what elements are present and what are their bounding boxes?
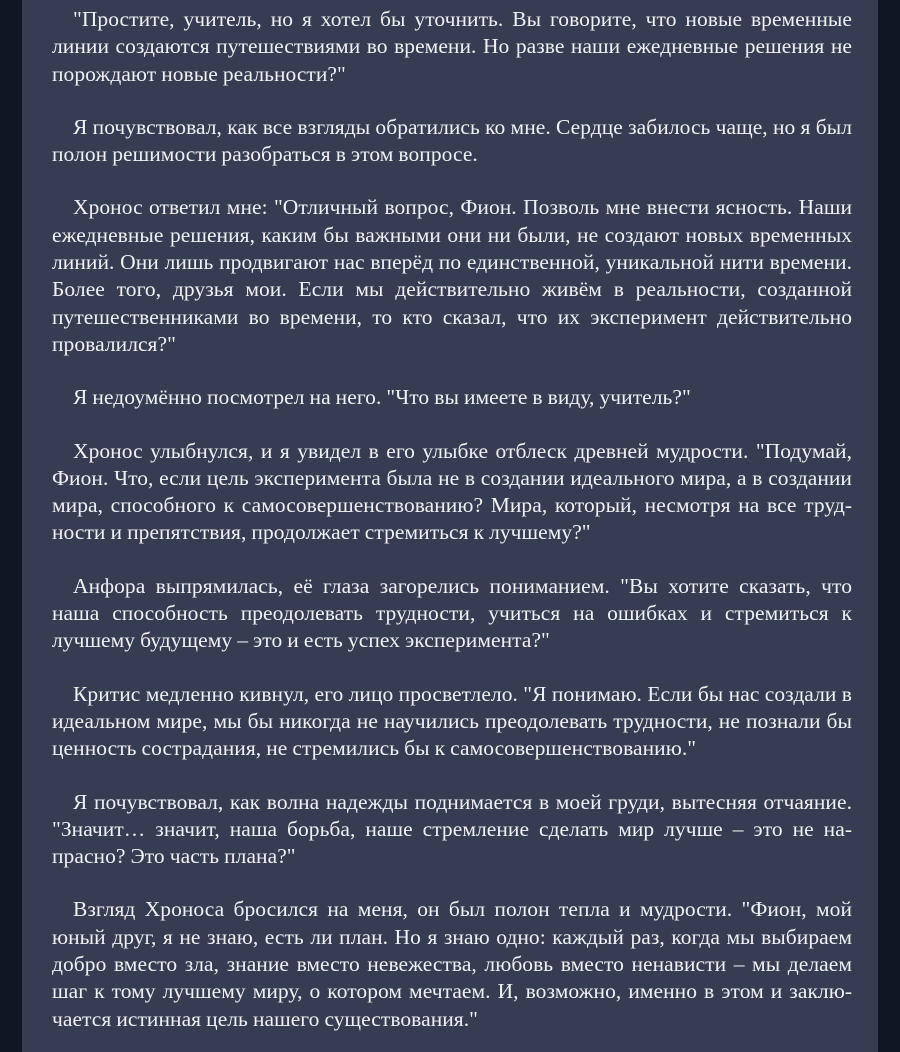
paragraph-6: Анфора выпрямилась, её глаза загорелись пониманием. "Вы хотите сказать, что наша способность преодолевать трудности, учиться на ошибках и стремиться к лучшему будущему – это и есть успех эксперимента?": [52, 573, 852, 653]
paragraph-2: Я почувствовал, как все взгляды обратились ко мне. Сердце забилось чаще, но я был полон решимости разобраться в этом вопросе.: [52, 114, 852, 167]
paragraph-8: Я почувствовал, как волна надежды поднимается в моей груди, вытесняя отчаяние. "Значит… значит, наша борьба, наше стремление сделать мир лучше – это не напрасно? Это часть плана?": [52, 789, 852, 869]
paragraph-4: Я недоумённо посмотрел на него. "Что вы имеете в виду, учитель?": [73, 385, 691, 410]
reading-column: [22, 0, 878, 1052]
paragraph-1: "Простите, учитель, но я хотел бы уточнить. Вы говорите, что новые временные линии создаются путешествиями во времени. Но разве наши ежедневные решения не порождают новые реальности?": [52, 7, 852, 86]
paragraph-9: Взгляд Хроноса бросился на меня, он был полон тепла и мудрости. "Фион, мой юный друг, я не знаю, есть ли план. Но я знаю одно: каждый раз, когда мы выбираем добро вместо зла, знание вместо невежества, любовь вместо ненависти – мы делаем шаг к тому лучшему миру, о котором мечтаем. И, возможно, именно в этом и заключается истинная цель нашего существования.": [52, 897, 852, 1031]
paragraph-5: Хронос улыбнулся, и я увидел в его улыбке отблеск древней мудрости. "Подумай, Фион. Что, если цель эксперимента была не в создании идеального мира, а в создании мира, способного к самосовершенствованию? Мира, который, несмотря на все трудности и препятствия, продолжает стремиться к лучшему?": [52, 438, 852, 545]
paragraph-3: Хронос ответил мне: "Отличный вопрос, Фион. Позволь мне внести ясность. Наши ежедневные решения, каким бы важными они ни были, не создают новых временных линий. Они лишь продвигают нас вперёд по единственной, уникальной нити времени. Более того, друзья мои. Если мы действительно живём в реальности, созданной путешественниками во времени, то кто сказал, что их эксперимент действительно провалился?": [52, 195, 852, 356]
paragraph-7: Критис медленно кивнул, его лицо просветлело. "Я понимаю. Если бы нас создали в идеальном мире, мы бы никогда не научились преодолевать трудности, не познали бы ценность сострадания, не стремились бы к самосовершенствованию.": [52, 681, 852, 761]
